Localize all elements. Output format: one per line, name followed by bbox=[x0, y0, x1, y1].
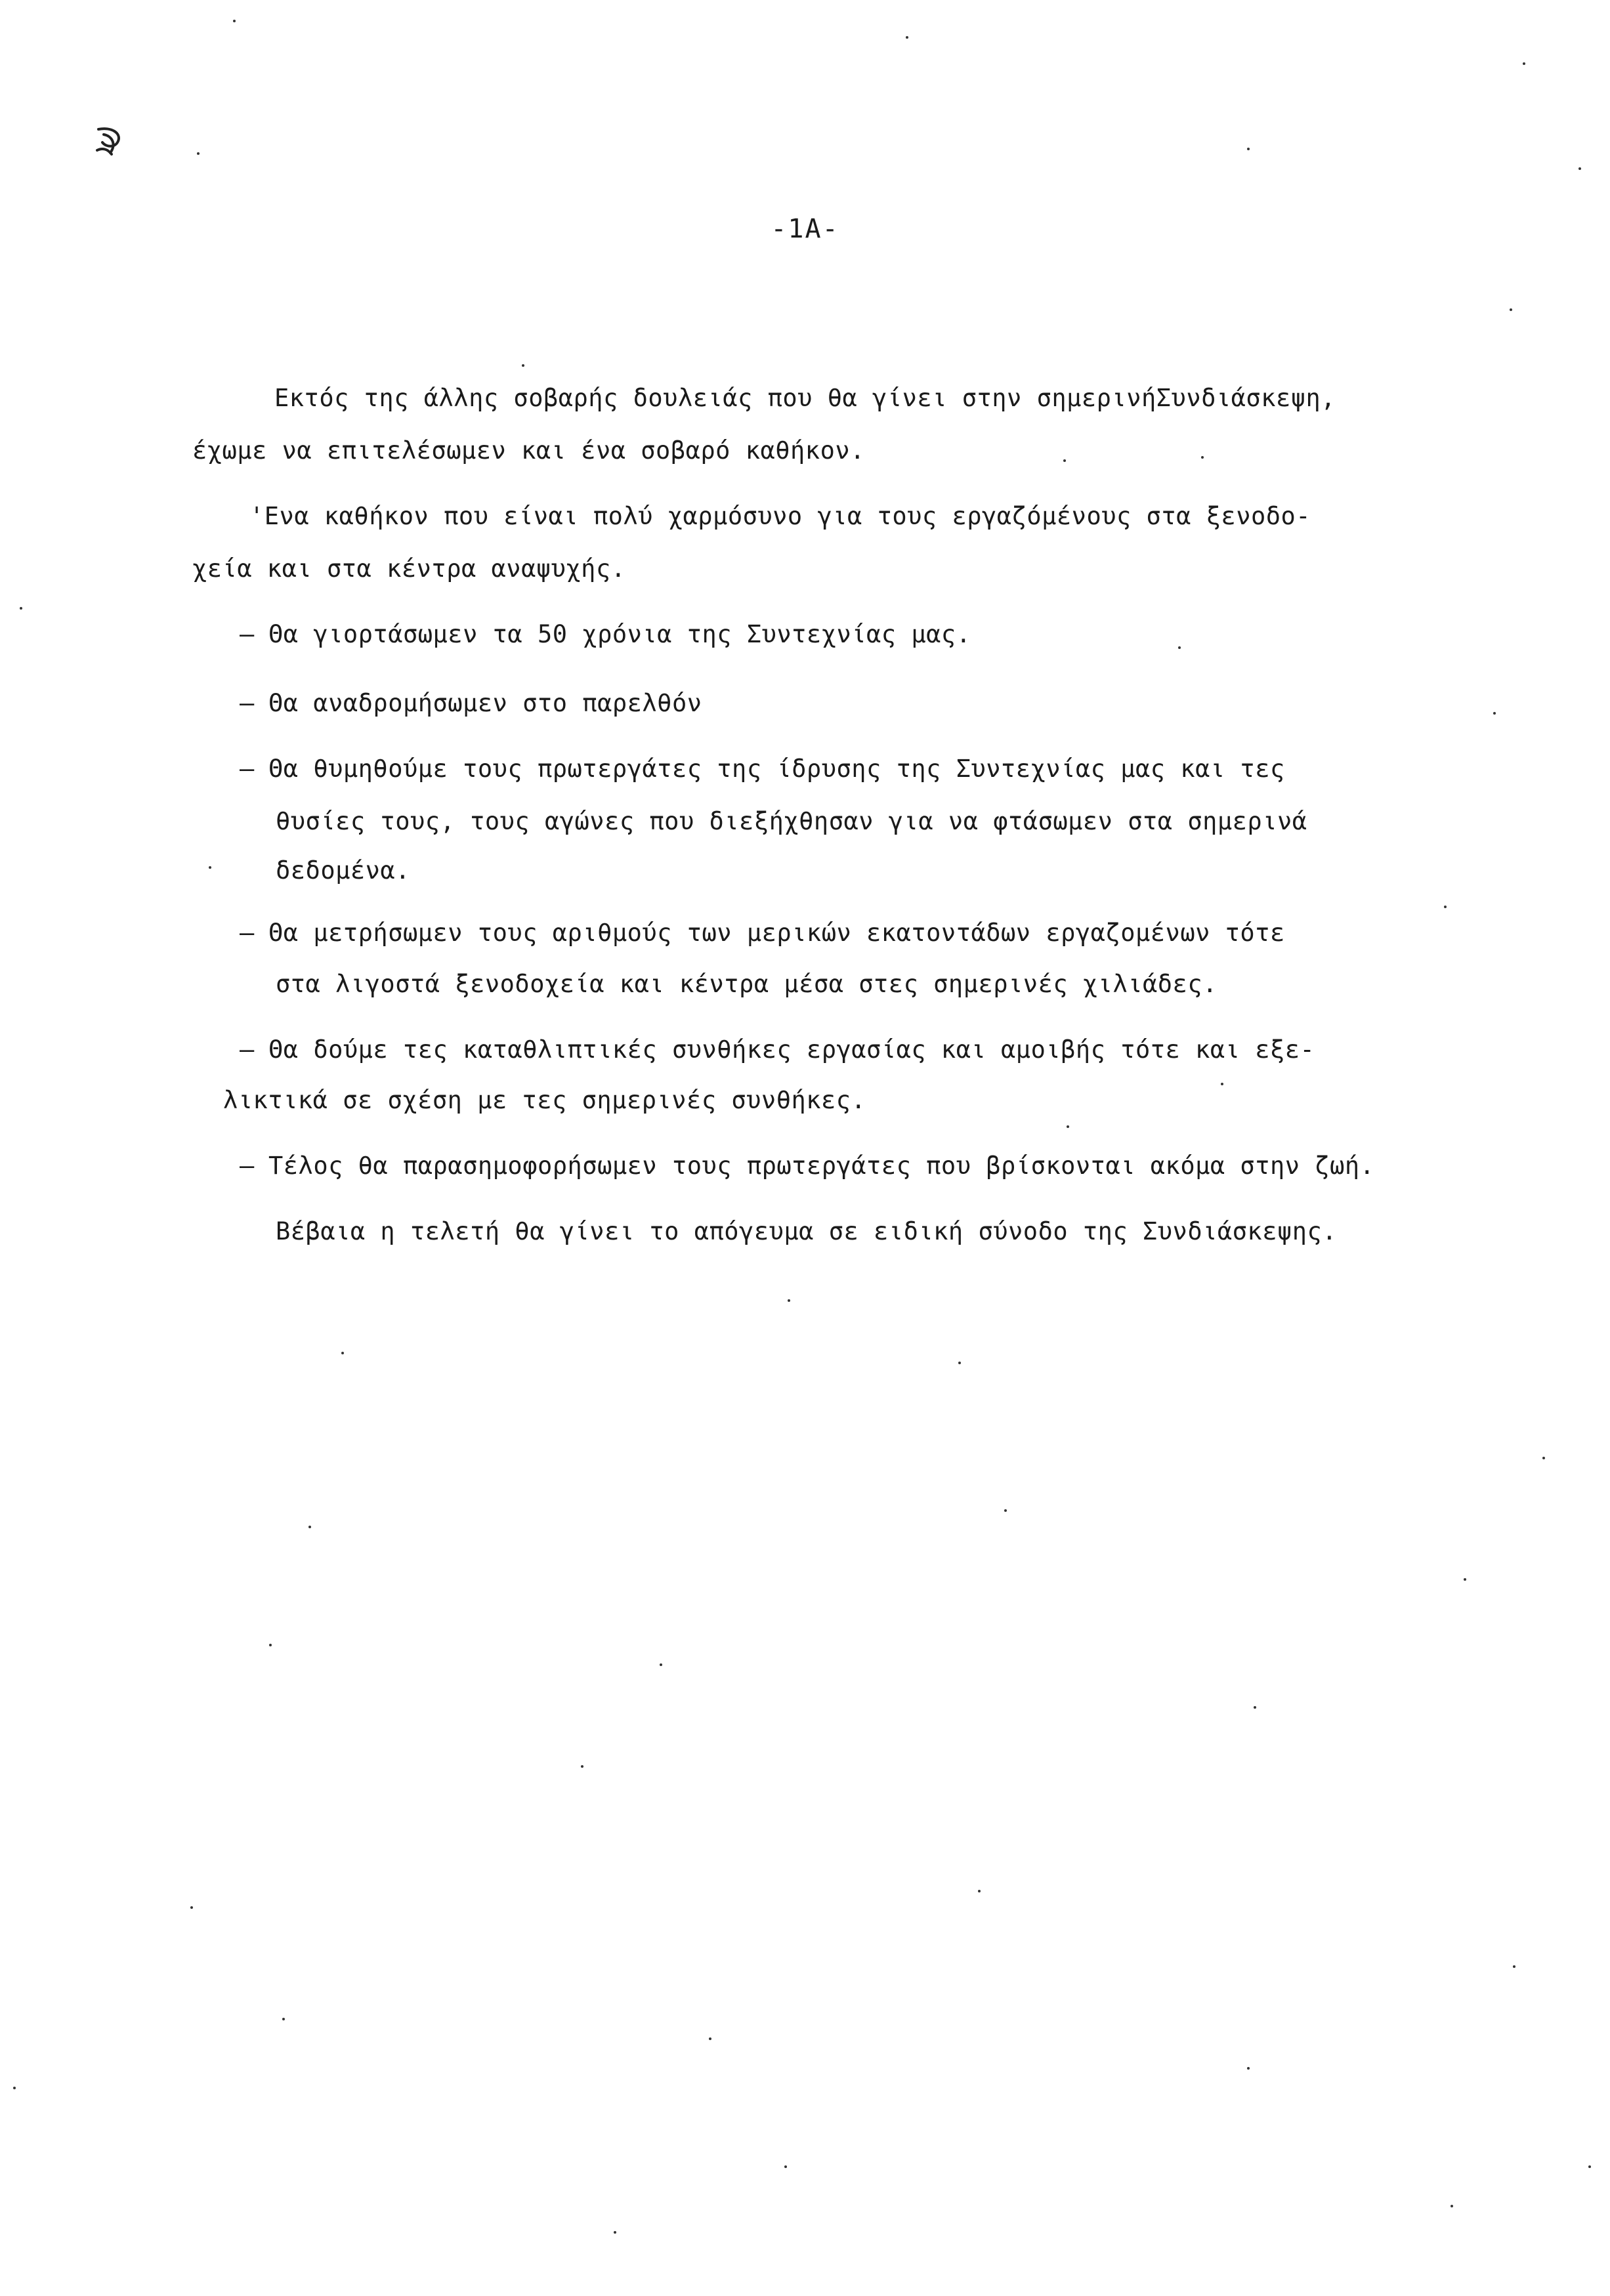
list-item-text: Θα θυμηθούμε τους πρωτεργάτες της ίδρυσης της Συντεχνίας μας και τες bbox=[268, 755, 1285, 783]
list-item bbox=[240, 1152, 1374, 1180]
list-item-text: Θα μετρήσωμεν τους αριθμούς των μερικών εκατοντάδων εργαζομένων τότε bbox=[268, 919, 1285, 947]
bullet-dash: – bbox=[240, 689, 255, 717]
list-item-text: Τέλος θα παρασημοφορήσωμεν τους πρωτεργάτες που βρίσκονται ακόμα στην ζωή. bbox=[268, 1152, 1375, 1180]
list-item-continuation: στα λιγοστά ξενοδοχεία και κέντρα μέσα στες σημερινές χιλιάδες. bbox=[276, 970, 1218, 998]
paragraph-line: έχωμε να επιτελέσωμεν και ένα σοβαρό καθήκον. bbox=[192, 436, 865, 465]
bullet-dash: – bbox=[240, 1152, 255, 1180]
handwritten-mark-icon bbox=[92, 121, 131, 161]
list-item-text: Θα γιορτάσωμεν τα 50 χρόνια της Συντεχνίας μας. bbox=[268, 620, 971, 648]
bullet-dash: – bbox=[240, 919, 255, 947]
page-number: -1A- bbox=[771, 214, 839, 244]
list-item bbox=[240, 1035, 1315, 1064]
paragraph-line: 'Ενα καθήκον που είναι πολύ χαρμόσυνο για τους εργαζόμένους στα ξενοδο- bbox=[249, 502, 1311, 530]
list-item bbox=[240, 919, 1285, 948]
list-item bbox=[240, 620, 971, 649]
list-item bbox=[240, 755, 1285, 783]
bullet-dash: – bbox=[240, 620, 255, 648]
paragraph-line: Εκτός της άλλης σοβαρής δουλειάς που θα γίνει στην σημερινήΣυνδιάσκεψη, bbox=[274, 384, 1336, 412]
list-item-continuation: θυσίες τους, τους αγώνες που διεξήχθησαν για να φτάσωμεν στα σημερινά bbox=[276, 807, 1307, 835]
list-item-continuation: δεδομένα. bbox=[276, 856, 410, 885]
bullet-dash: – bbox=[240, 1035, 255, 1064]
list-item-text: Θα δούμε τες καταθλιπτικές συνθήκες εργασίας και αμοιβής τότε και εξε- bbox=[268, 1035, 1315, 1064]
bullet-dash: – bbox=[240, 755, 255, 783]
paragraph-line: Βέβαια η τελετή θα γίνει το απόγευμα σε ειδική σύνοδο της Συνδιάσκεψης. bbox=[276, 1217, 1338, 1245]
paragraph-line: χεία και στα κέντρα αναψυχής. bbox=[192, 554, 626, 583]
list-item-text: Θα αναδρομήσωμεν στο παρελθόν bbox=[268, 689, 702, 717]
list-item-continuation: λικτικά σε σχέση με τες σημερινές συνθήκες. bbox=[223, 1086, 866, 1114]
list-item bbox=[240, 689, 702, 718]
